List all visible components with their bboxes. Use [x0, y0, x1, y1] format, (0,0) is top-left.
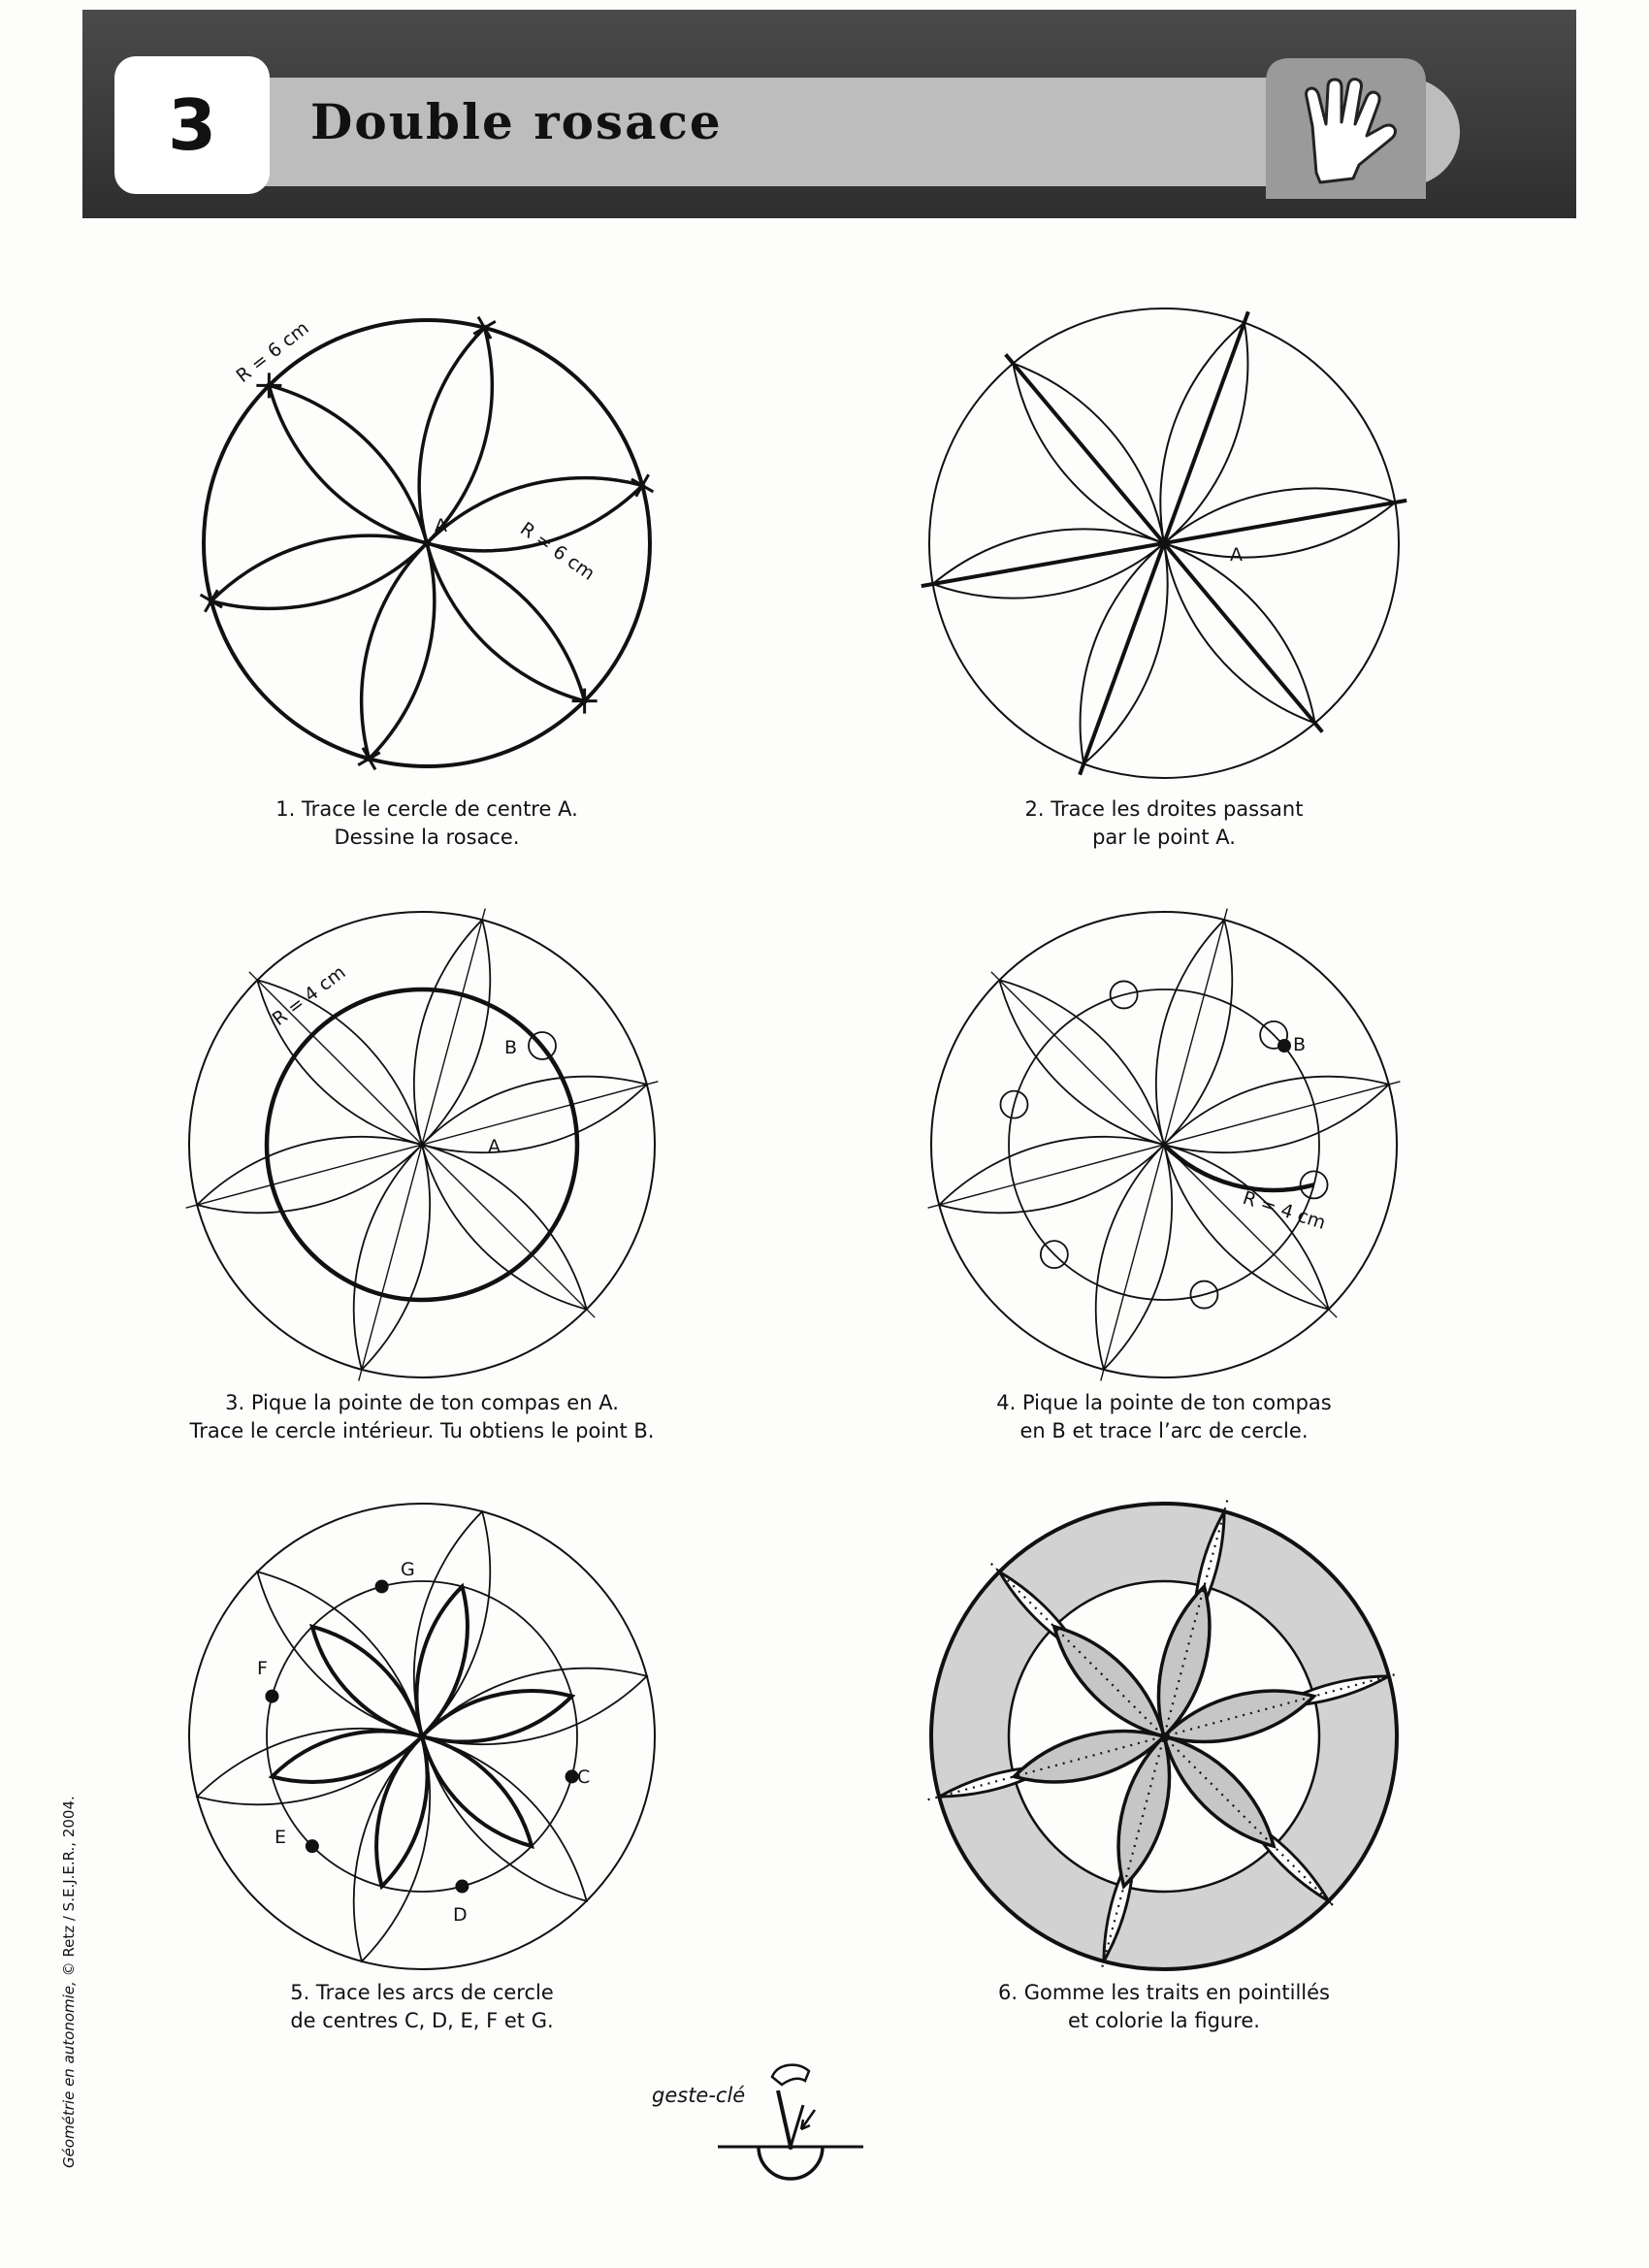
step1-figure	[165, 281, 689, 805]
arc-center-point	[375, 1579, 389, 1593]
label-G: G	[401, 1559, 415, 1580]
label-E: E	[275, 1827, 287, 1848]
page-title: Double rosace	[310, 93, 723, 150]
petal	[419, 328, 492, 543]
petal	[354, 1736, 430, 1961]
label-radius: R = 4 cm	[1240, 1186, 1329, 1235]
petal	[312, 1627, 422, 1736]
arc-center-point	[306, 1839, 319, 1853]
petal	[427, 543, 585, 701]
label-A: A	[488, 1136, 501, 1157]
label-C: C	[577, 1766, 591, 1788]
step3-figure	[160, 883, 684, 1407]
step6-caption: 6. Gomme les traits en pointillés et colorie la figure.	[998, 1981, 1330, 2032]
copyright-credit: Géométrie en autonomie, © Retz / S.E.J.E.R., 2004.	[60, 1796, 78, 2168]
step2-figure	[902, 281, 1426, 805]
geste-cle-label: geste-clé	[652, 2084, 746, 2107]
petal	[422, 1736, 587, 1901]
step4-caption: 4. Pique la pointe de ton compas en B et trace l’arc de cercle.	[996, 1391, 1332, 1442]
label-B: B	[504, 1037, 518, 1058]
label-A: A	[1230, 544, 1243, 566]
petal	[211, 535, 427, 608]
label-A: A	[435, 515, 447, 536]
petal	[197, 1729, 422, 1804]
step3-caption: 3. Pique la pointe de ton compas en A. Trace le cercle intérieur. Tu obtiens le point B.	[189, 1391, 655, 1442]
petal	[422, 1736, 532, 1846]
inner-petals	[272, 1586, 571, 1886]
arc-center-point	[455, 1880, 469, 1894]
petal	[257, 1571, 422, 1736]
guide-line	[359, 909, 485, 1381]
petal	[362, 543, 435, 759]
arc-center-point	[265, 1690, 278, 1703]
exercise-number: 3	[114, 56, 270, 194]
step2-caption: 2. Trace les droites passant par le point A.	[1024, 797, 1304, 849]
guide-line	[1080, 311, 1248, 774]
petal	[422, 1669, 647, 1744]
label-B: B	[1293, 1034, 1307, 1055]
step5-figure	[160, 1474, 684, 1998]
rosace	[211, 328, 642, 759]
step1-caption: 1. Trace le cercle de centre A. Dessine la rosace.	[275, 797, 578, 849]
point-B	[1277, 1039, 1291, 1053]
petal	[414, 1511, 490, 1736]
step4-figure	[902, 883, 1426, 1407]
label-F: F	[257, 1658, 268, 1679]
label-radius: R = 4 cm	[268, 961, 350, 1030]
step6-figure	[902, 1474, 1426, 1998]
label-radius-arc: R = 6 cm	[516, 518, 599, 585]
label-radius: R = 6 cm	[232, 317, 313, 387]
compass-gesture-icon	[718, 2052, 863, 2187]
label-D: D	[453, 1904, 468, 1926]
hand-icon	[1266, 58, 1426, 199]
petal	[269, 385, 427, 543]
step5-caption: 5. Trace les arcs de cercle de centres C, D, E, F et G.	[290, 1981, 554, 2032]
